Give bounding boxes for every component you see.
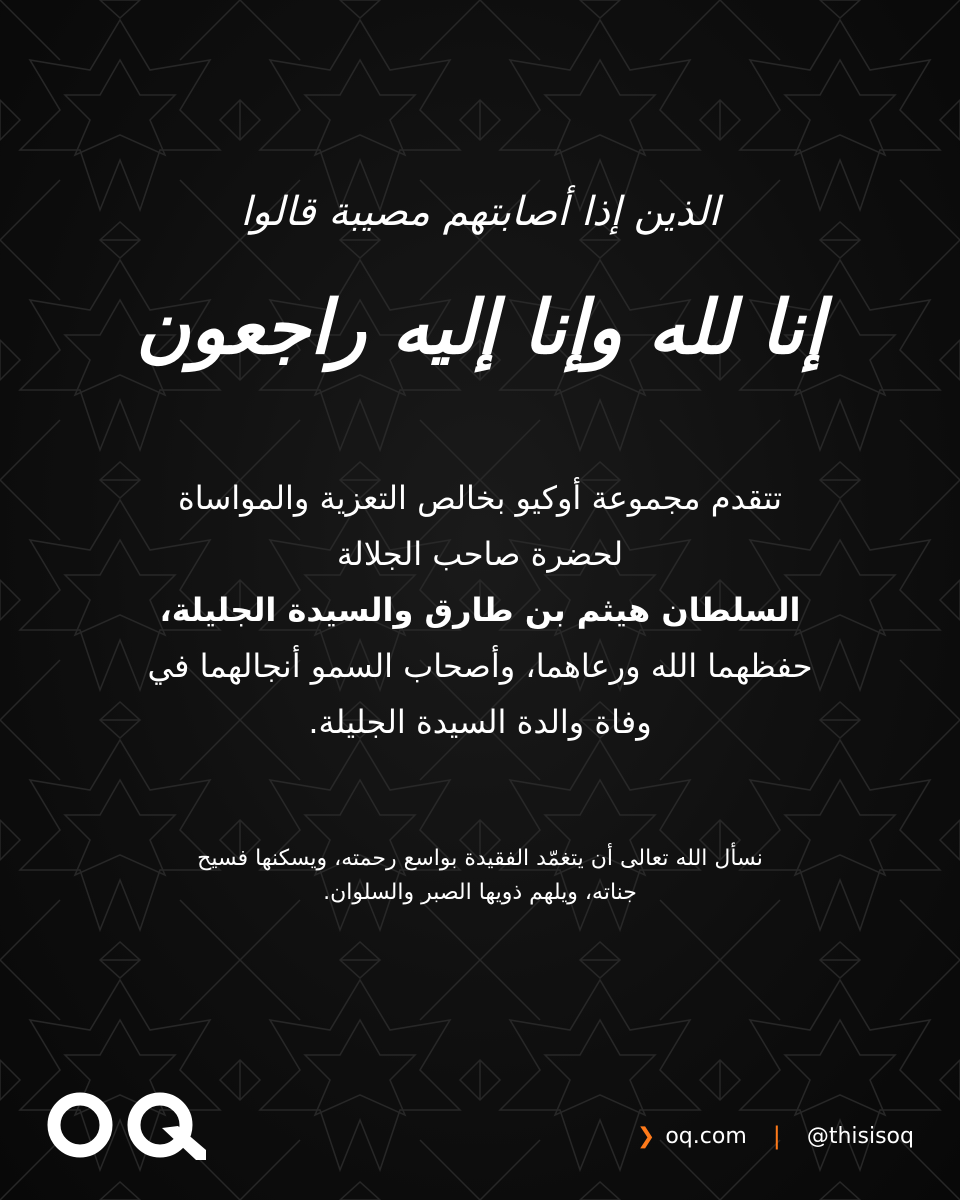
message-line: تتقدم مجموعة أوكيو بخالص التعزية والمواساة [177, 479, 783, 517]
social-handle-link[interactable]: @thisisoq [806, 1123, 914, 1149]
prayer-line: جناته، ويلهم ذويها الصبر والسلوان. [323, 880, 637, 905]
message-line: حفظهما الله ورعاهما، وأصحاب السمو أنجالهما في [147, 647, 813, 685]
prayer-line: نسأل الله تعالى أن يتغمّد الفقيدة بواسع رحمته، ويسكنها فسيح [197, 846, 763, 871]
message-line: وفاة والدة السيدة الجليلة. [308, 703, 652, 741]
verse-intro: الذين إذا أصابتهم مصيبة قالوا [240, 189, 720, 235]
footer-links [637, 1118, 914, 1154]
prayer-text [120, 842, 840, 910]
footer-separator: | [772, 1122, 781, 1150]
oq-logo [46, 1090, 208, 1160]
message-line: لحضرة صاحب الجلالة [336, 535, 624, 573]
website-link[interactable]: oq.com [665, 1123, 747, 1149]
message-line-highlight: السلطان هيثم بن طارق والسيدة الجليلة، [159, 591, 801, 629]
verse-calligraphy: إنا لله وإنا إليه راجعون [135, 285, 825, 371]
chevron-right-icon: ❯ [636, 1123, 656, 1149]
condolence-message [90, 470, 870, 750]
